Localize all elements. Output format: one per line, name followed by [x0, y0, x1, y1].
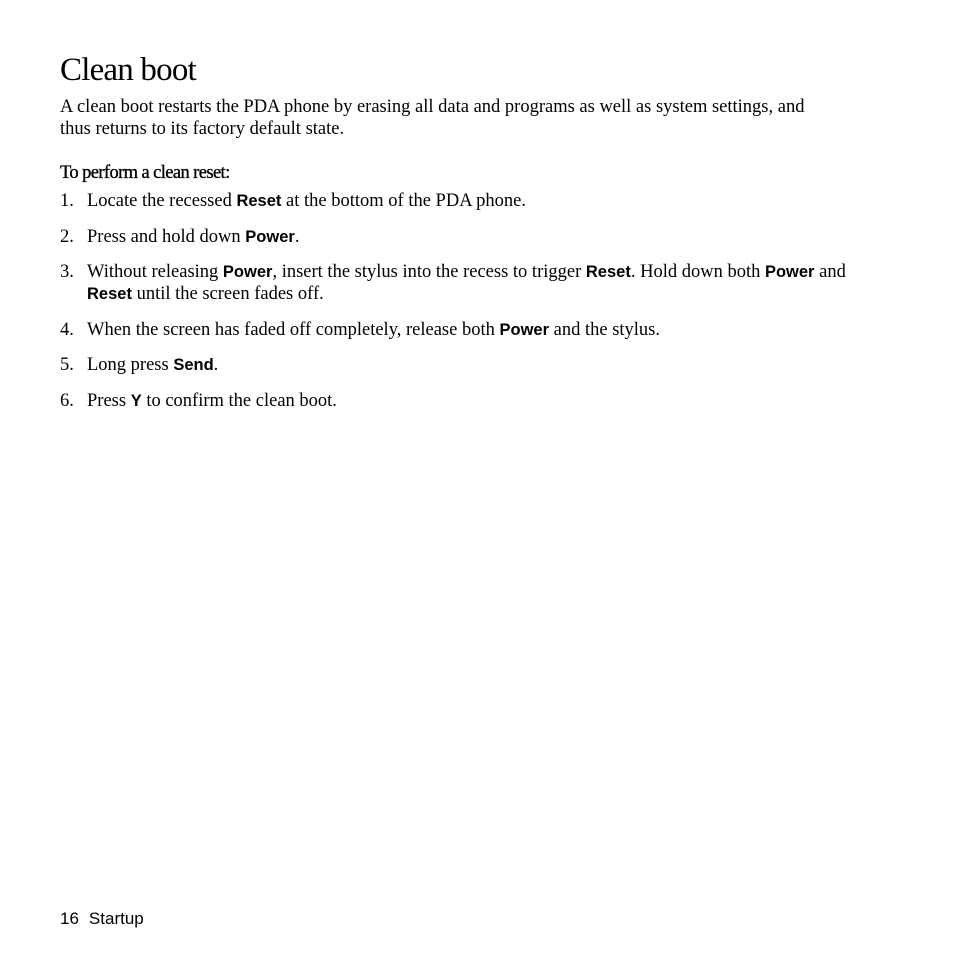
step-text-run: and the stylus.: [549, 319, 661, 340]
step-text-run: and: [814, 262, 846, 282]
intro-paragraph: A clean boot restarts the PDA phone by erasing all data and programs as well as system settings, and thus returns to its factory default state.: [60, 97, 805, 139]
key-label: Send: [173, 356, 214, 374]
step-number: 4.: [60, 319, 74, 340]
step-text-run: Press: [87, 390, 131, 411]
step-number: 2.: [60, 226, 74, 247]
key-label: Power: [222, 263, 273, 281]
step-text: [87, 391, 337, 411]
page-title: Clean boot: [60, 52, 196, 88]
key-label: Power: [499, 320, 550, 339]
key-label: Y: [130, 391, 142, 410]
key-label: Reset: [87, 285, 132, 303]
step-text-run: Locate the recessed: [87, 191, 237, 211]
step-text-run: .: [294, 226, 300, 247]
step-item: [60, 226, 850, 248]
step-text: [87, 262, 846, 304]
key-label: Power: [764, 263, 815, 281]
step-text-run: Without releasing: [87, 262, 223, 282]
step-text-run: to confirm the clean boot.: [141, 390, 337, 411]
page-footer: [60, 908, 144, 930]
step-item: [60, 319, 850, 341]
step-number: 5.: [60, 355, 74, 375]
step-number: 3.: [60, 262, 74, 282]
page-number: 16: [60, 909, 79, 928]
key-label: Reset: [236, 192, 282, 210]
step-text-run: Press and hold down: [87, 226, 246, 247]
step-text-run: until the screen fades off.: [131, 284, 324, 304]
step-item: [60, 190, 850, 212]
step-text: [87, 355, 218, 375]
step-text: [87, 191, 526, 211]
step-text-run: . Hold down both: [630, 262, 765, 282]
step-text-run: .: [213, 355, 219, 375]
step-text: [87, 227, 299, 247]
step-item: [60, 354, 850, 376]
key-label: Reset: [585, 263, 631, 281]
step-text-run: at the bottom of the PDA phone.: [281, 191, 527, 211]
step-text-run: Long press: [87, 355, 174, 375]
step-text-run: When the screen has faded off completely, release both: [87, 319, 500, 340]
key-label: Power: [245, 227, 295, 246]
step-text-run: , insert the stylus into the recess to trigger: [272, 262, 586, 282]
step-item: [60, 261, 850, 305]
step-number: 6.: [60, 390, 74, 411]
step-text: [87, 320, 660, 340]
footer-section: Startup: [88, 909, 144, 928]
step-number: 1.: [60, 191, 74, 211]
steps-list: [60, 190, 850, 425]
procedure-heading: To perform a clean reset:: [60, 163, 230, 183]
step-item: [60, 390, 850, 412]
